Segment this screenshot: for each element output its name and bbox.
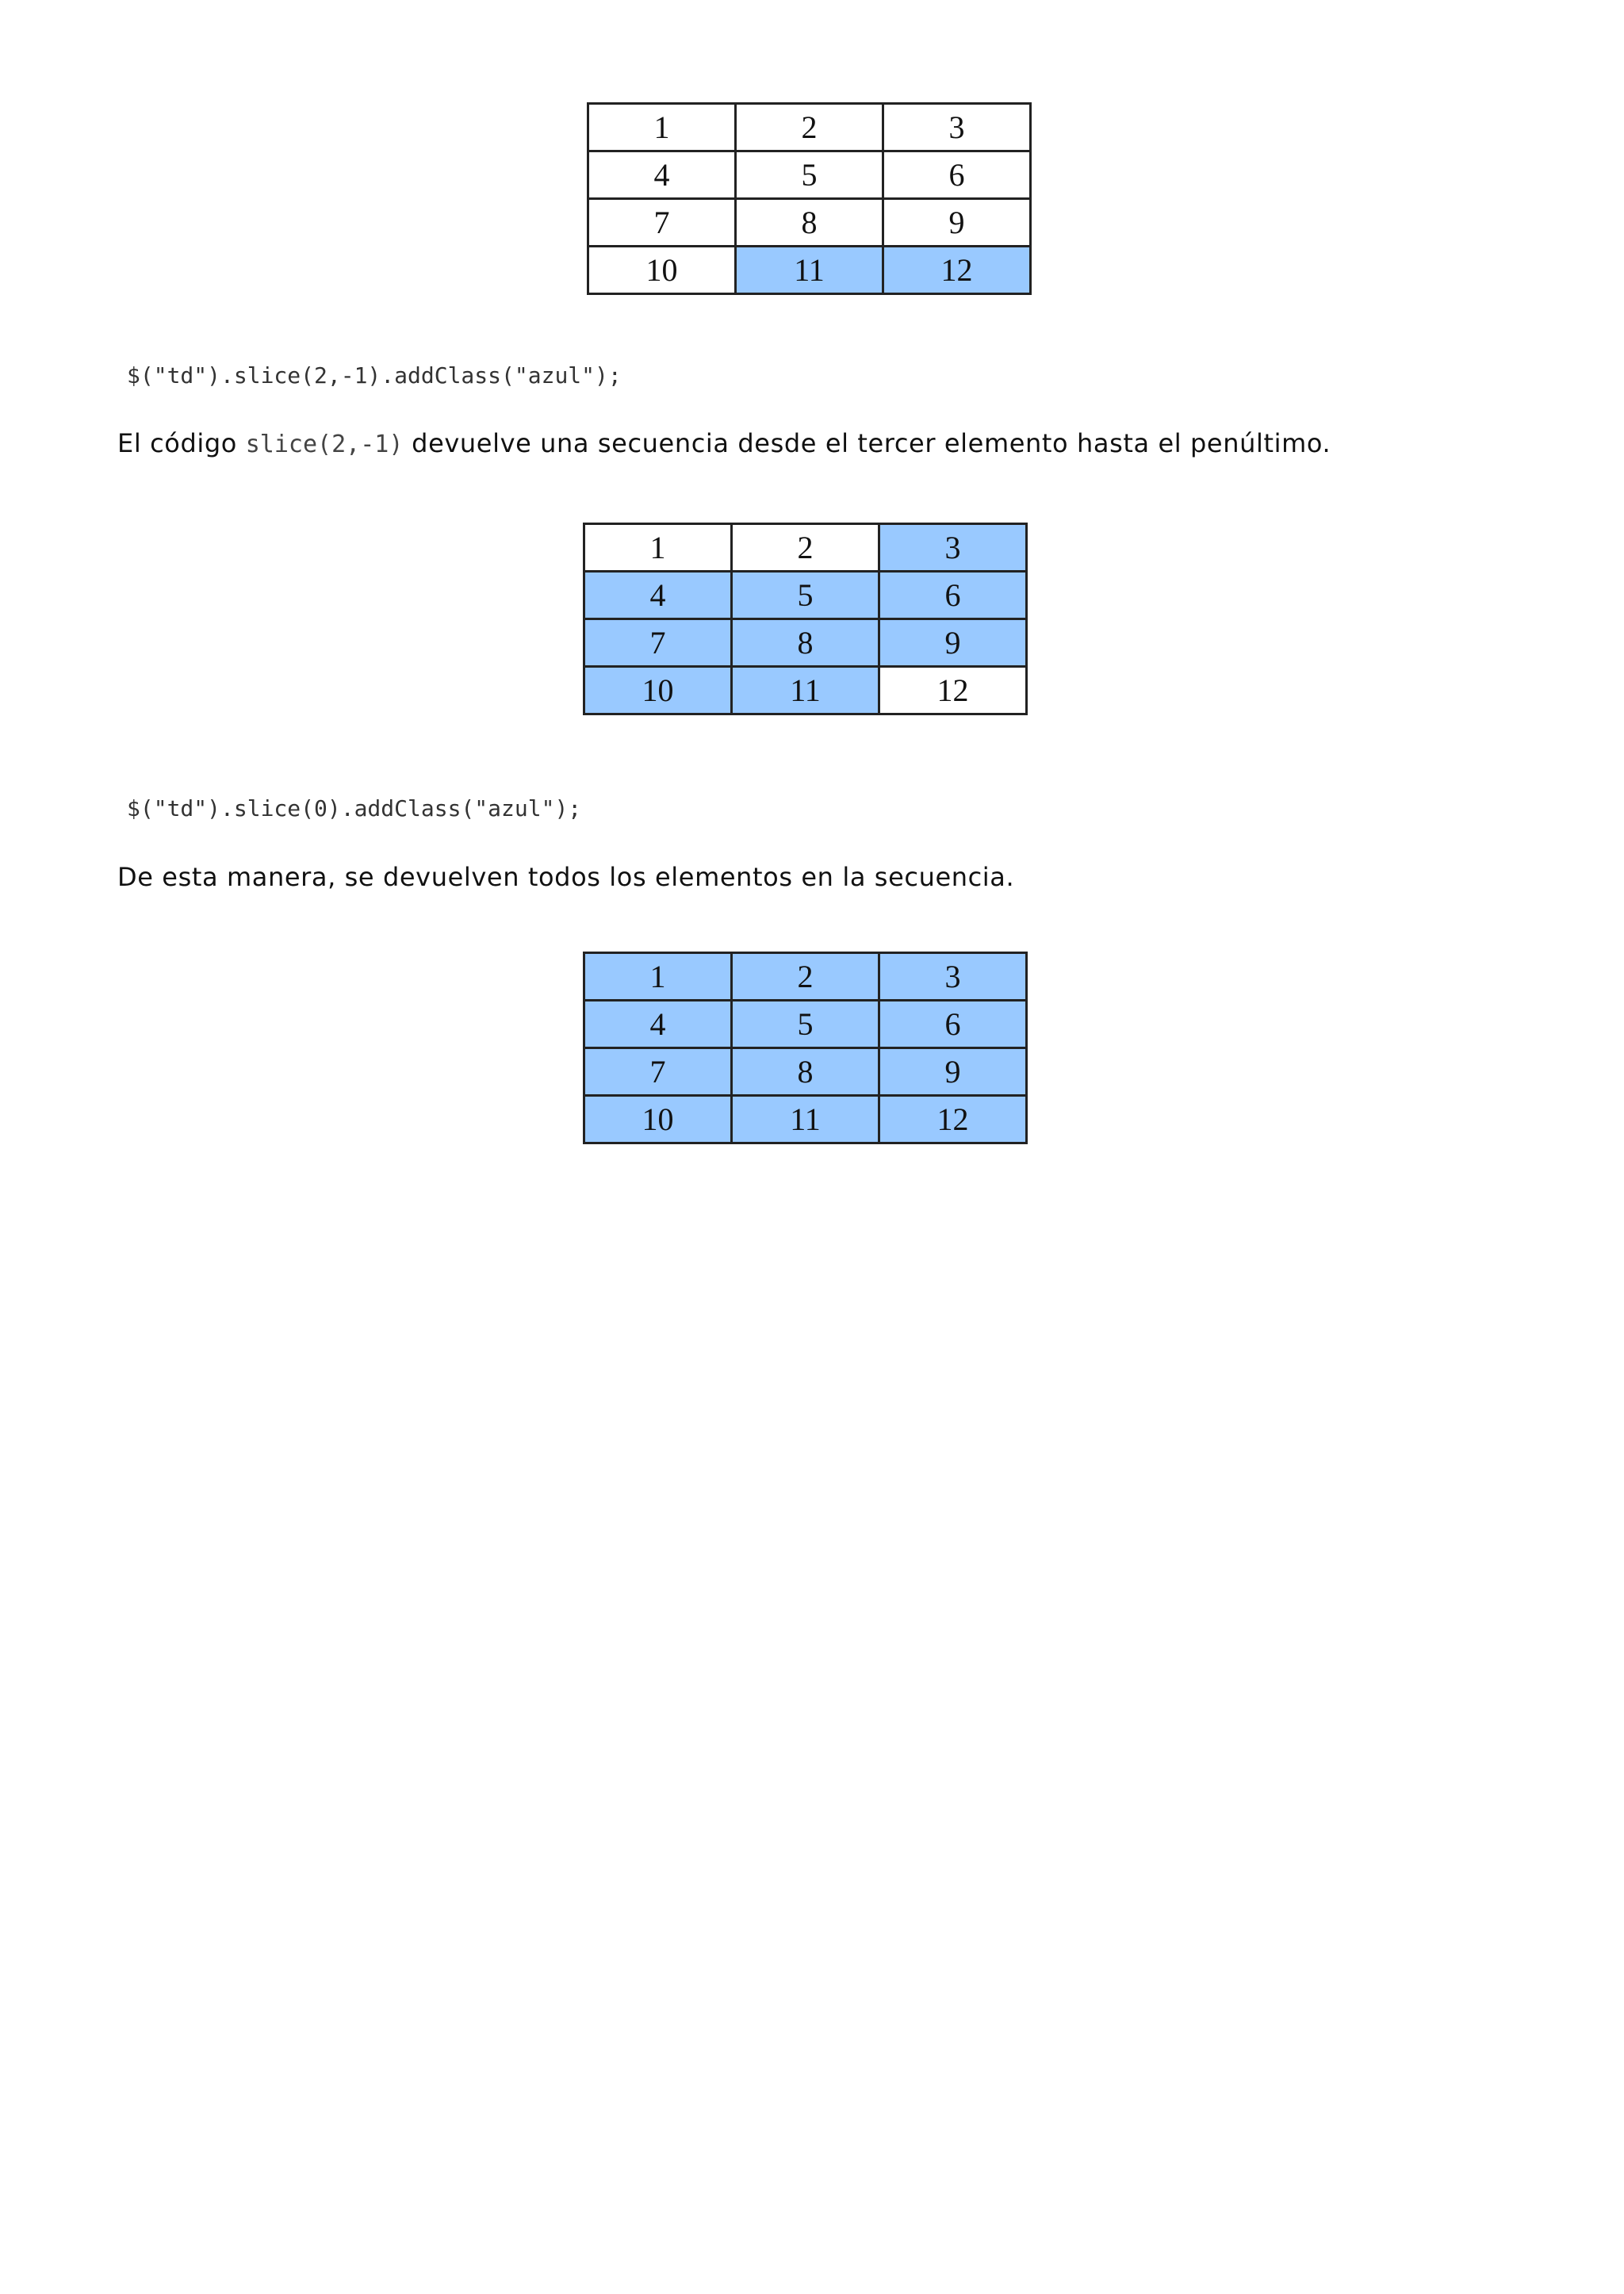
table-row xyxy=(584,1048,1027,1096)
inline-code: slice(2,-1) xyxy=(245,431,404,458)
table-cell: 3 xyxy=(883,104,1031,151)
table-cell: 7 xyxy=(584,619,732,667)
table-cell: 9 xyxy=(883,199,1031,247)
table-cell: 5 xyxy=(732,1001,879,1048)
table-row xyxy=(584,667,1027,714)
table-cell: 6 xyxy=(883,151,1031,199)
table-cell: 3 xyxy=(879,524,1027,572)
table-row xyxy=(584,1001,1027,1048)
table-cell: 11 xyxy=(736,247,883,294)
table-cell: 12 xyxy=(879,1096,1027,1143)
table-row xyxy=(584,619,1027,667)
table-cell: 10 xyxy=(584,667,732,714)
code-example-slice-0: $("td").slice(0).addClass("azul"); xyxy=(127,795,582,821)
table-cell: 10 xyxy=(588,247,736,294)
paragraph-text: El código xyxy=(117,428,246,458)
result-table-2 xyxy=(583,523,1028,715)
table-cell: 8 xyxy=(736,199,883,247)
table-cell: 8 xyxy=(732,619,879,667)
result-table-1 xyxy=(587,102,1032,295)
table-cell: 6 xyxy=(879,572,1027,619)
table-cell: 1 xyxy=(588,104,736,151)
code-example-slice-2-neg1: $("td").slice(2,-1).addClass("azul"); xyxy=(127,362,622,389)
table-cell: 5 xyxy=(732,572,879,619)
table-cell: 2 xyxy=(736,104,883,151)
table-row xyxy=(584,572,1027,619)
explanation-paragraph-2: De esta manera, se devuelven todos los elementos en la secuencia. xyxy=(117,862,1015,892)
table-row xyxy=(588,151,1031,199)
table-cell: 3 xyxy=(879,953,1027,1001)
table-cell: 6 xyxy=(879,1001,1027,1048)
table-row xyxy=(588,104,1031,151)
table-cell: 4 xyxy=(588,151,736,199)
table-cell: 5 xyxy=(736,151,883,199)
table-cell: 1 xyxy=(584,524,732,572)
paragraph-text: devuelve una secuencia desde el tercer elemento hasta el penúltimo. xyxy=(403,428,1331,458)
table-cell: 2 xyxy=(732,524,879,572)
table-cell: 4 xyxy=(584,572,732,619)
table-cell: 11 xyxy=(732,667,879,714)
table-row xyxy=(588,199,1031,247)
table-cell: 9 xyxy=(879,1048,1027,1096)
table-row xyxy=(588,247,1031,294)
table-cell: 11 xyxy=(732,1096,879,1143)
table-cell: 12 xyxy=(879,667,1027,714)
table-row xyxy=(584,524,1027,572)
table-cell: 1 xyxy=(584,953,732,1001)
table-cell: 7 xyxy=(588,199,736,247)
table-cell: 10 xyxy=(584,1096,732,1143)
table-cell: 4 xyxy=(584,1001,732,1048)
explanation-paragraph-1 xyxy=(117,428,1331,458)
table-cell: 7 xyxy=(584,1048,732,1096)
table-row xyxy=(584,1096,1027,1143)
table-cell: 9 xyxy=(879,619,1027,667)
table-row xyxy=(584,953,1027,1001)
result-table-3 xyxy=(583,952,1028,1144)
table-cell: 12 xyxy=(883,247,1031,294)
table-cell: 8 xyxy=(732,1048,879,1096)
table-cell: 2 xyxy=(732,953,879,1001)
